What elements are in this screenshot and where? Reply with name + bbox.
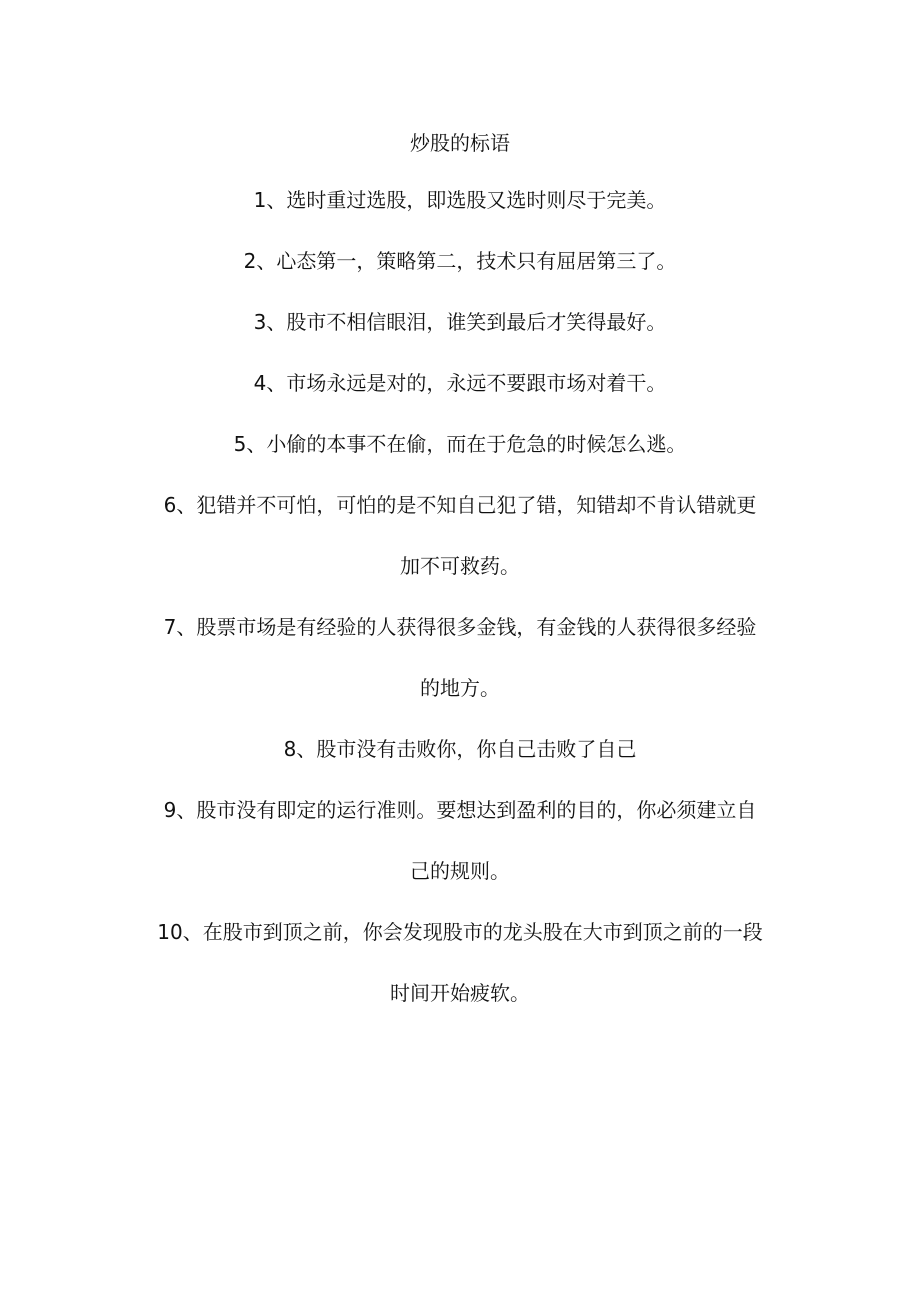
slogan-line-continuation: 加不可救药。 xyxy=(400,554,520,578)
slogan-line: 3、股市不相信眼泪，谁笑到最后才笑得最好。 xyxy=(253,310,667,334)
document-title: 炒股的标语 xyxy=(410,131,510,155)
slogan-line: 10、在股市到顶之前，你会发现股市的龙头股在大市到顶之前的一段 xyxy=(157,920,763,944)
slogan-line: 8、股市没有击败你，你自己击败了自己 xyxy=(283,737,637,761)
slogan-line: 5、小偷的本事不在偷，而在于危急的时候怎么逃。 xyxy=(233,432,687,456)
slogan-line: 1、选时重过选股，即选股又选时则尽于完美。 xyxy=(253,188,667,212)
slogan-line-continuation: 己的规则。 xyxy=(410,859,510,883)
slogan-line: 2、心态第一，策略第二，技术只有屈居第三了。 xyxy=(243,249,677,273)
slogan-line: 7、股票市场是有经验的人获得很多金钱，有金钱的人获得很多经验 xyxy=(163,615,757,639)
slogan-line-continuation: 时间开始疲软。 xyxy=(390,981,530,1005)
slogan-line-continuation: 的地方。 xyxy=(420,676,500,700)
slogan-line: 9、股市没有即定的运行准则。要想达到盈利的目的，你必须建立自 xyxy=(163,798,757,822)
slogan-line: 4、市场永远是对的，永远不要跟市场对着干。 xyxy=(253,371,667,395)
slogan-line: 6、犯错并不可怕，可怕的是不知自己犯了错，知错却不肯认错就更 xyxy=(163,493,757,517)
